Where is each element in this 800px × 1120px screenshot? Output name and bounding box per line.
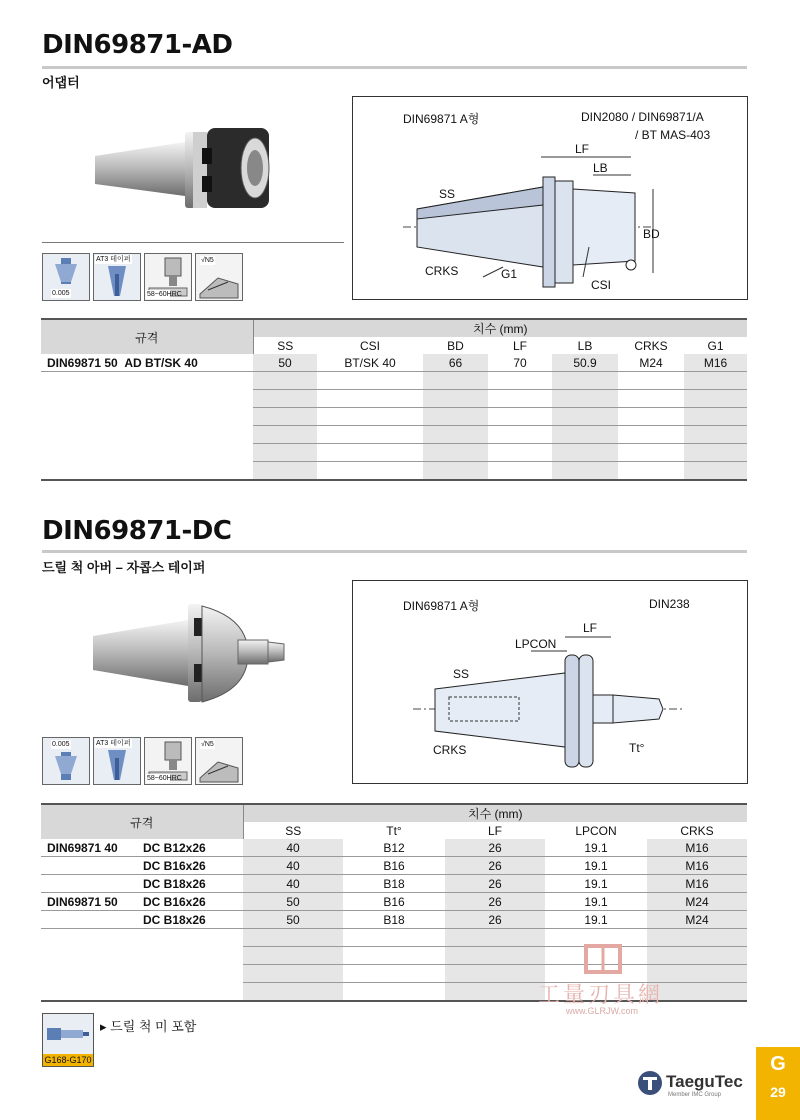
table-cell: 26 xyxy=(445,839,545,857)
dim-lf-label: LF xyxy=(583,621,598,635)
column-header: LF xyxy=(445,822,545,839)
dim-bd-label: BD xyxy=(643,227,660,241)
model-code: DC B18x26 xyxy=(143,912,206,927)
page-number: 29 xyxy=(770,1084,786,1100)
dim-lpcon-label: LPCON xyxy=(515,637,557,651)
model-code: DC B12x26 xyxy=(143,840,206,855)
spec-header: 규격 xyxy=(41,804,243,839)
table-cell: 50.9 xyxy=(552,354,618,372)
empty-row xyxy=(41,929,747,947)
table-cell: 19.1 xyxy=(545,839,647,857)
empty-row xyxy=(41,390,747,408)
column-header: LPCON xyxy=(545,822,647,839)
model-name: DIN69871 40 xyxy=(47,840,118,855)
column-header: LB xyxy=(552,337,618,354)
taper-icon: AT3 테이퍼 xyxy=(93,737,141,785)
dim-ss-label: SS xyxy=(453,667,470,681)
dim-header: 치수 (mm) xyxy=(243,804,747,822)
dim-header: 치수 (mm) xyxy=(253,319,747,337)
empty-row xyxy=(41,462,747,481)
table-row xyxy=(41,354,747,372)
section-title-ad: DIN69871-AD xyxy=(42,30,233,60)
table-row xyxy=(41,911,747,929)
table-cell: 40 xyxy=(243,839,343,857)
empty-row xyxy=(41,408,747,426)
chapter-letter: G xyxy=(770,1053,786,1075)
table-cell: 66 xyxy=(423,354,488,372)
roughness-icon: √N5 xyxy=(195,737,243,785)
column-header: G1 xyxy=(684,337,747,354)
watermark-url: www.GLRJW.com xyxy=(566,1006,639,1016)
table-cell: 26 xyxy=(445,875,545,893)
drawing-reference-label: DIN2080 / DIN69871/A xyxy=(581,110,704,124)
drawing-reference-label-2: / BT MAS-403 xyxy=(635,128,711,142)
brand-subtext: Member IMC Group xyxy=(668,1092,722,1098)
drawing-standard-label: DIN69871 A형 xyxy=(403,112,480,126)
title-rule xyxy=(42,66,747,69)
technical-drawing-dc xyxy=(352,580,748,784)
table-cell: 19.1 xyxy=(545,875,647,893)
table-cell: B18 xyxy=(343,875,445,893)
empty-row xyxy=(41,426,747,444)
feature-icons-ad xyxy=(42,253,243,301)
watermark-text: 工量刃具網 xyxy=(538,983,664,1008)
title-rule xyxy=(42,550,747,553)
table-cell: B16 xyxy=(343,857,445,875)
reference-icon xyxy=(42,1013,94,1067)
dim-g1-label: G1 xyxy=(501,267,518,281)
feature-icons-dc xyxy=(42,737,243,785)
model-code: AD BT/SK 40 xyxy=(124,355,198,370)
model-code: DC B16x26 xyxy=(143,894,206,909)
table-row xyxy=(41,839,747,857)
table-row xyxy=(41,893,747,911)
icons-rule-ad xyxy=(42,242,344,243)
column-header: Tt° xyxy=(343,822,445,839)
product-image-dc xyxy=(88,598,298,708)
table-row xyxy=(41,857,747,875)
dim-ss-label: SS xyxy=(439,187,456,201)
table-cell: 26 xyxy=(445,857,545,875)
column-header: SS xyxy=(243,822,343,839)
hardness-icon: 58~60HRC xyxy=(144,737,192,785)
tolerance-icon: 0.005 xyxy=(42,737,90,785)
dim-tt-label: Tt° xyxy=(629,741,645,755)
dim-crks-label: CRKS xyxy=(433,743,467,757)
table-cell: B12 xyxy=(343,839,445,857)
table-cell: M16 xyxy=(647,875,747,893)
taper-icon: AT3 테이퍼 xyxy=(93,253,141,301)
hardness-icon: 58~60HRC xyxy=(144,253,192,301)
dim-lf-label: LF xyxy=(575,142,590,156)
table-cell: 40 xyxy=(243,857,343,875)
model-code: DC B18x26 xyxy=(143,876,206,891)
table-cell: 50 xyxy=(253,354,317,372)
column-header: CSI xyxy=(317,337,423,354)
footer-note: ▸ 드릴 척 미 포함 xyxy=(100,1019,197,1034)
table-cell: 26 xyxy=(445,911,545,929)
empty-row xyxy=(41,947,747,965)
spec-table-dc xyxy=(41,803,747,1002)
table-cell: 50 xyxy=(243,893,343,911)
drawing-standard-label: DIN69871 A형 xyxy=(403,599,480,613)
table-cell: 26 xyxy=(445,893,545,911)
column-header: SS xyxy=(253,337,317,354)
table-cell: B16 xyxy=(343,893,445,911)
column-header: LF xyxy=(488,337,552,354)
chapter-tab xyxy=(756,1047,800,1120)
drawing-reference-label: DIN238 xyxy=(649,597,690,611)
dim-crks-label: CRKS xyxy=(425,264,459,278)
dim-lb-label: LB xyxy=(593,161,608,175)
table-cell: BT/SK 40 xyxy=(317,354,423,372)
watermark-logo xyxy=(578,944,630,974)
spec-table-ad xyxy=(41,318,747,481)
product-image-ad xyxy=(90,118,290,218)
section-title-dc: DIN69871-DC xyxy=(42,516,232,546)
reference-page-label: G168-G170 xyxy=(44,1055,92,1065)
table-cell: M16 xyxy=(647,857,747,875)
model-name: DIN69871 50 xyxy=(47,355,118,370)
empty-row xyxy=(41,444,747,462)
brand-logo-icon xyxy=(637,1070,663,1096)
table-cell: M24 xyxy=(618,354,684,372)
column-header: CRKS xyxy=(618,337,684,354)
model-name: DIN69871 50 xyxy=(47,894,118,909)
table-cell: 19.1 xyxy=(545,911,647,929)
brand-name: TaeguTec xyxy=(666,1072,743,1091)
table-row xyxy=(41,875,747,893)
table-cell: M24 xyxy=(647,911,747,929)
table-cell: 50 xyxy=(243,911,343,929)
table-cell: B18 xyxy=(343,911,445,929)
column-header: CRKS xyxy=(647,822,747,839)
column-header: BD xyxy=(423,337,488,354)
table-cell: 70 xyxy=(488,354,552,372)
technical-drawing-ad xyxy=(352,96,748,300)
roughness-icon: √N5 xyxy=(195,253,243,301)
table-cell: 19.1 xyxy=(545,893,647,911)
table-cell: 40 xyxy=(243,875,343,893)
table-cell: M16 xyxy=(684,354,747,372)
table-cell: M16 xyxy=(647,839,747,857)
spec-header: 규격 xyxy=(41,319,253,354)
dim-csi-label: CSI xyxy=(591,278,612,292)
section-subtitle-dc: 드릴 척 아버 – 자콥스 테이퍼 xyxy=(42,560,206,575)
model-code: DC B16x26 xyxy=(143,858,206,873)
tolerance-icon: 0.005 xyxy=(42,253,90,301)
table-cell: 19.1 xyxy=(545,857,647,875)
table-cell: M24 xyxy=(647,893,747,911)
empty-row xyxy=(41,372,747,390)
section-subtitle-ad: 어댑터 xyxy=(42,75,80,90)
